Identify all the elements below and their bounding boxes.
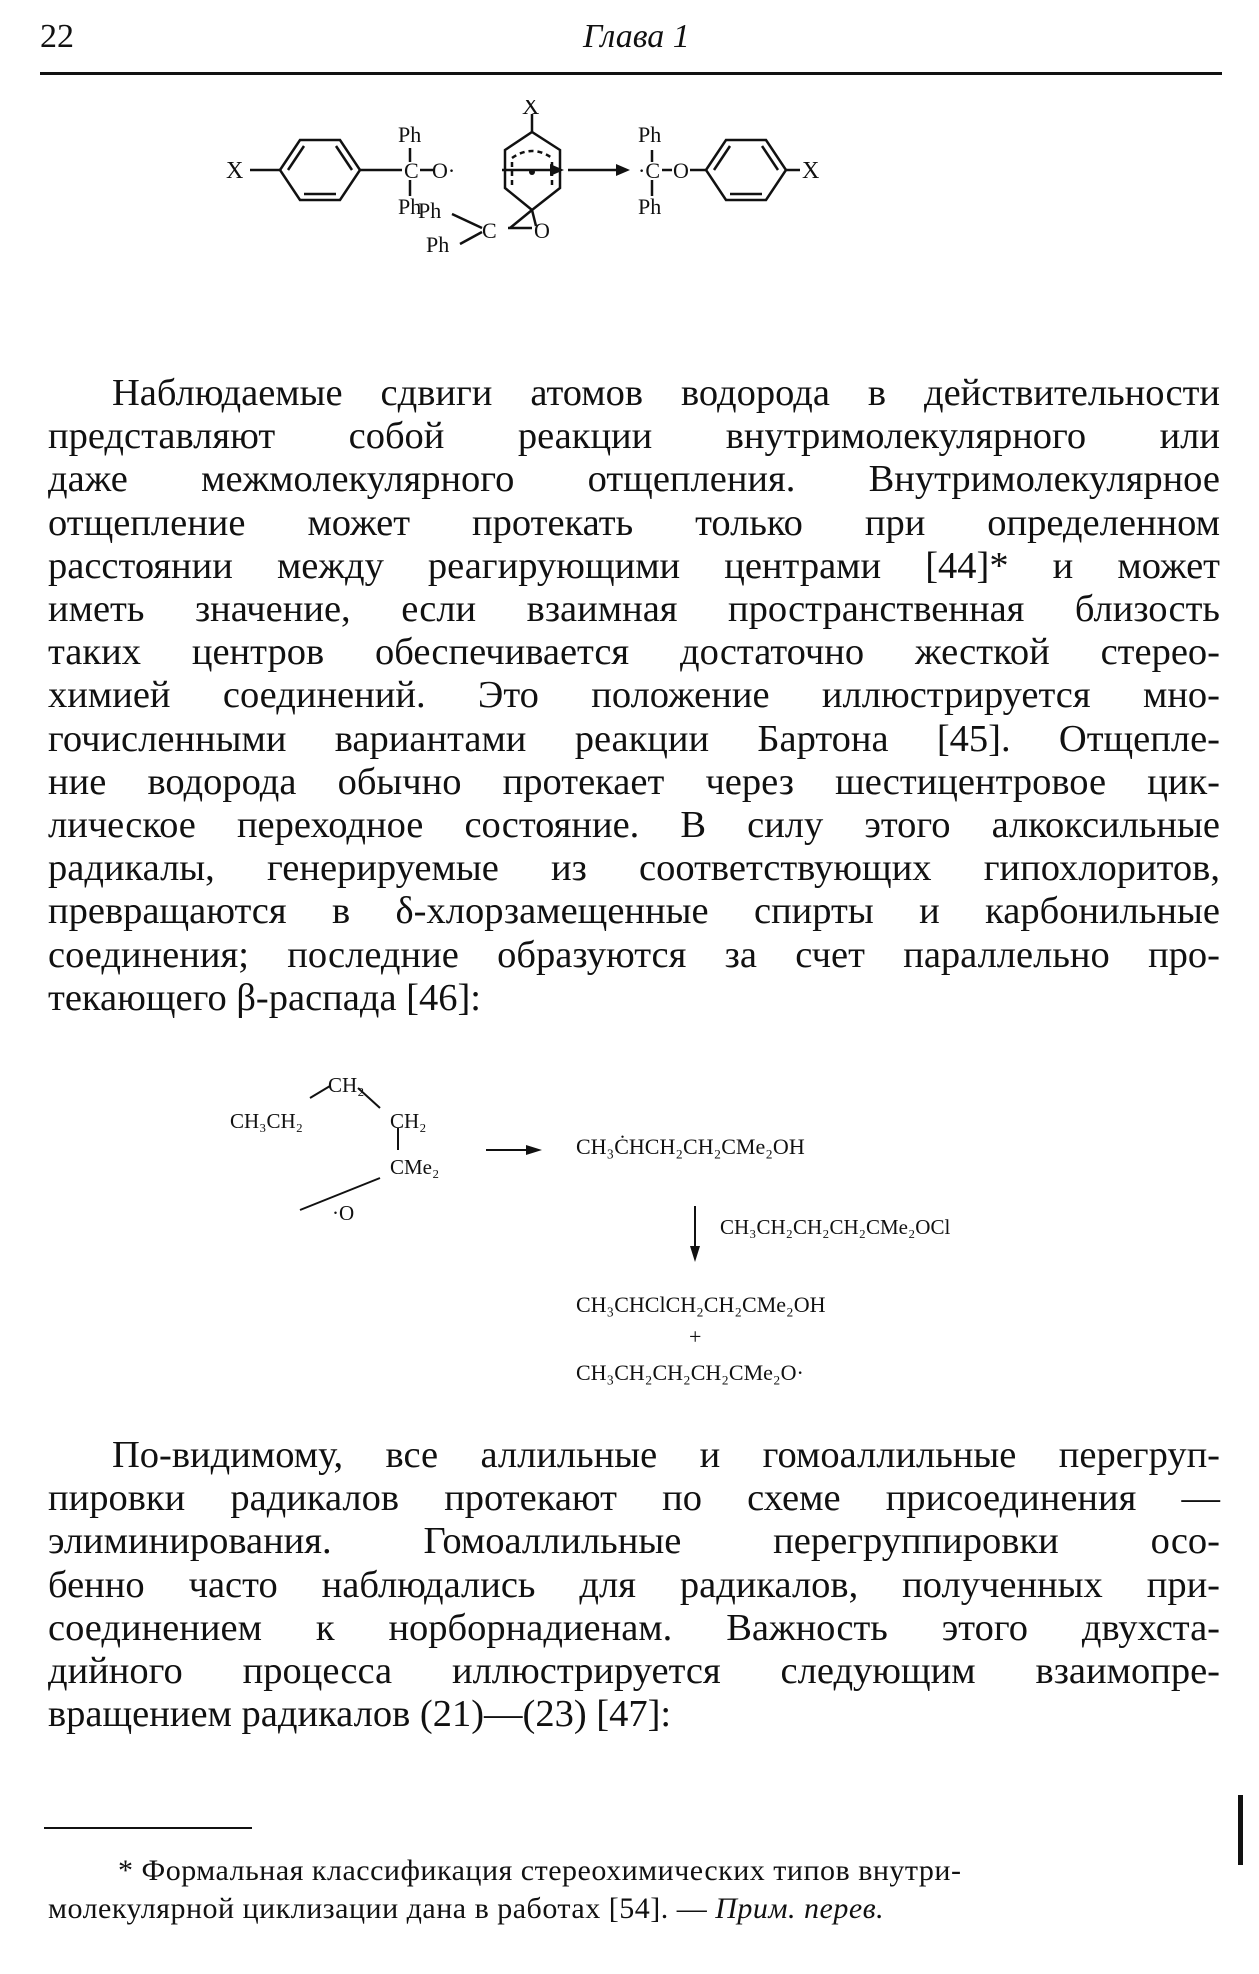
benzene-ring-left [280, 140, 360, 200]
text-line: дийного процесса иллюстрируется следующим взаимопре- [48, 1650, 1220, 1693]
o-label: O [673, 158, 689, 183]
paragraph-1 [48, 372, 1220, 1020]
text-line: даже межмолекулярного отщепления. Внутримолекулярное [48, 458, 1220, 501]
ph-label: Ph [398, 194, 422, 219]
text-line: Наблюдаемые сдвиги атомов водорода в действительности [112, 372, 1220, 414]
text-line: гочисленными вариантами реакции Бартона [45]. Отщепле- [48, 717, 1220, 760]
text-line: расстоянии между реагирующими центрами [44]* и может [48, 544, 1220, 587]
footnote-line: * Формальная классификация стереохимических типов внутри- [118, 1854, 962, 1887]
ph-label: Ph [638, 194, 662, 219]
ch3ch2-label: CH₃CH₂ [230, 1109, 303, 1133]
ch2-label: CH₂ [328, 1073, 365, 1097]
text-line: радикалы, генерируемые из соответствующих гипохлоритов, [48, 847, 1220, 890]
text-line: вращением радикалов (21)—(23) [47]: [48, 1693, 672, 1736]
page-number: 22 [40, 18, 74, 55]
c-label: C [404, 158, 419, 183]
ch2-label: CH₂ [390, 1109, 427, 1133]
translator-note: Прим. перев. [715, 1892, 885, 1925]
c-radical-label: ·C [638, 158, 660, 183]
footnote-rule [44, 1827, 252, 1829]
benzene-ring-right [706, 140, 786, 200]
text-line: пировки радикалов протекают по схеме присоединения — [48, 1477, 1220, 1520]
scan-edge-mark [1238, 1795, 1243, 1865]
text-line: превращаются в δ-хлорзамещенные спирты и карбонильные [48, 890, 1220, 933]
text-line: таких центров обеспечивается достаточно жесткой стерео- [48, 631, 1220, 674]
text-line: соединения; последние образуются за счет параллельно про- [48, 933, 1220, 976]
footnote-text: молекулярной циклизации дана в работах [54]. — [48, 1892, 708, 1925]
plus-sign: + [689, 1324, 702, 1349]
x-label-left: X [226, 158, 244, 184]
chapter-title: Глава 1 [583, 18, 690, 55]
product-2: CH₃CHClCH₂CH₂CMe₂OH [576, 1292, 826, 1317]
text-line: соединением к норборнадиенам. Важность этого двухста- [48, 1606, 1220, 1649]
o-radical-label: O· [432, 158, 456, 183]
text-line: бенно часто наблюдались для радикалов, полученных при- [48, 1563, 1220, 1606]
ph-label: Ph [418, 198, 442, 223]
product-1: CH₃ĊHCH₂CH₂CMe₂OH [576, 1134, 805, 1159]
ph-label: Ph [398, 122, 422, 147]
text-line: представляют собой реакции внутримолекулярного или [48, 415, 1220, 458]
reaction-scheme-2 [230, 1070, 1130, 1400]
c-label: C [482, 218, 497, 243]
text-line: химией соединений. Это положение иллюстрируется мно- [48, 674, 1220, 717]
text-line: иметь значение, если взаимная пространственная близость [48, 588, 1220, 631]
footnote [48, 1852, 1220, 1928]
x-label-middle: X [522, 100, 540, 120]
footnote-line [48, 1890, 1220, 1928]
ph-label: Ph [638, 122, 662, 147]
text-line: элиминирования. Гомоаллильные перегруппировки осо- [48, 1520, 1220, 1563]
ph-label: Ph [426, 232, 450, 257]
text-line: текающего β-распада [46]: [48, 976, 481, 1019]
text-line: По-видимому, все аллильные и гомоаллильные перегруп- [112, 1434, 1220, 1476]
reaction-scheme-1 [220, 100, 1040, 340]
text-line: отщепление может протекать только при определенном [48, 501, 1220, 544]
text-line: лическое переходное состояние. В силу этого алкоксильные [48, 804, 1220, 847]
header-rule [40, 72, 1222, 75]
reagent: CH₃CH₂CH₂CH₂CMe₂OCl [720, 1215, 951, 1239]
o-label: O [534, 218, 550, 243]
x-label-right: X [802, 158, 820, 184]
paragraph-2 [48, 1434, 1220, 1736]
text-line: ние водорода обычно протекает через шестицентровое цик- [48, 760, 1220, 803]
product-3: CH₃CH₂CH₂CH₂CMe₂O· [576, 1360, 804, 1385]
cme2-label: CMe₂ [390, 1155, 440, 1179]
o-radical-label: ·O [332, 1201, 355, 1225]
